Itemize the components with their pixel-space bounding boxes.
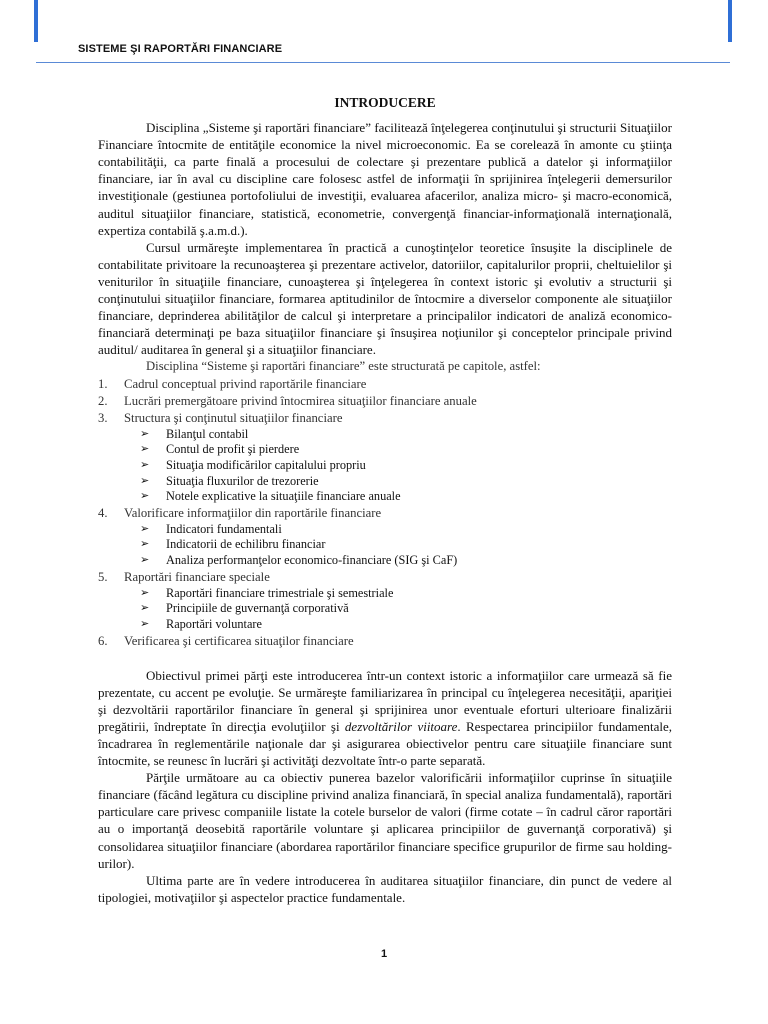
- italic-emphasis: dezvoltărilor viitoare: [344, 718, 458, 734]
- arrow-bullet-icon: ➢: [140, 427, 150, 440]
- list-item: ➢ Indicatori fundamentali: [140, 521, 282, 536]
- closing-paragraph-1: Părţile următoare au ca obiectiv punerea bazelor valorificării informaţiilor cuprinse în situaţiile financiare (făcând legătura cu discipline privind analiza financiară, în special analiza fundamentală), raportări particulare care privesc companiile listate la cotele burselor de valori (firme cotate – în cadrul căror raportări au o importanţă deosebită raportările voluntare şi aplicarea principiilor de guvernanţă corporativă) şi consolidarea situaţiilor financiare (abordarea raportărilor financiare specifice grupurilor de firme sau holding-urilor).: [98, 770, 672, 871]
- header-accent-bar-right: [728, 0, 732, 42]
- spacer: [98, 650, 672, 667]
- chapter-title: Verificarea şi certificarea situaţilor financiare: [124, 633, 354, 648]
- chapter-4-subitems: [98, 522, 672, 569]
- chapter-item: [98, 376, 672, 393]
- arrow-bullet-icon: ➢: [140, 522, 150, 535]
- intro-paragraph-2: Cursul urmăreşte implementarea în practică a cunoştinţelor teoretice însuşite la disciplinele de contabilitate privitoare la recunoaşterea şi prezentare activelor, datoriilor, capitalurilor proprii, cheltuielilor şi veniturilor în situaţiile financiare, cunoaşterea şi înţelegerea în context istoric şi evolutiv a structurii şi conţinutului situaţiilor financiare, formarea aptitudinilor de întocmire a diverselor componente ale situaţiilor financiare, deprinderea abilităţilor de calcul şi interpretare a principalilor indicatori de analiză economico-financiară determinaţi pe baza situaţiilor financiare şi însuşirea noţiunilor şi conceptelor principale privind auditul/ auditarea în general şi a situaţiilor financiare.: [98, 239, 672, 358]
- chapter-number: 5.: [98, 569, 108, 584]
- arrow-bullet-icon: ➢: [140, 474, 150, 487]
- chapter-item: [98, 393, 672, 410]
- arrow-bullet-icon: ➢: [140, 586, 150, 599]
- chapter-5-subitems: [98, 586, 672, 633]
- arrow-bullet-icon: ➢: [140, 458, 150, 471]
- chapter-title: Cadrul conceptual privind raportările financiare: [124, 376, 367, 391]
- chapter-item: [98, 569, 672, 586]
- list-item: ➢ Bilanţul contabil: [140, 426, 249, 441]
- chapter-list: [98, 376, 672, 650]
- chapter-number: 1.: [98, 376, 108, 391]
- chapter-item: [98, 410, 672, 427]
- chapter-number: 4.: [98, 505, 108, 520]
- chapter-title: Lucrări premergătoare privind întocmirea situaţiilor financiare anuale: [124, 393, 477, 408]
- section-title: INTRODUCERE: [334, 95, 436, 110]
- chapter-3-subitems: [98, 427, 672, 505]
- list-item: ➢ Analiza performanţelor economico-financiare (SIG şi CaF): [140, 553, 458, 568]
- list-item: ➢ Indicatorii de echilibru financiar: [140, 537, 326, 552]
- structure-intro: Disciplina “Sisteme şi raportări financiare” este structurată pe capitole, astfel:: [146, 359, 541, 374]
- header-divider: [36, 62, 730, 63]
- arrow-bullet-icon: ➢: [140, 617, 150, 630]
- objective-paragraph: Obiectivul primei părţi este introducerea într-un context istoric a informaţiilor care urmează să fie prezentate, cu accent pe evoluţie. Se urmăreşte familiarizarea în principal cu înţelegerea necesităţii, apariţiei şi dezvoltării raportărilor financiare în general şi sprijinirea unor eventuale eforturi ulterioare finalizării pregătirii, îndreptate în direcţia evoluţiilor şi dezvoltărilor viitoare. Respectarea principiilor fundamentale, încadrarea în reglementările naţionale dar şi asigurarea obiectivelor pentru care situaţiile financiare sunt întocmite, se reunesc în lucrări şi activităţi dezvoltate într-o parte separată.: [98, 667, 672, 769]
- intro-paragraph-1: Disciplina „Sisteme şi raportări financiare” facilitează înţelegerea conţinutului şi structurii Situaţiilor Financiare întocmite de entităţile economice la nivel microeconomic. Ea se corelează în amonte cu ştiinţa contabilităţii, ca parte finală a procesului de colectare şi prezentare publică a datelor şi informaţiilor financiare, iar în aval cu discipline care folosesc astfel de informaţii în sprijinirea înţelegerii demersurilor investiţionale (gestiunea portofoliului de investiţii, evaluarea afacerilor, analiza micro- şi macro-economică, auditul situaţiilor financiare, statistică, econometrie, convergenţă financiar-informaţională internaţională, expertiza contabilă ş.a.m.d.).: [98, 120, 672, 238]
- chapter-item: [98, 505, 672, 522]
- chapter-number: 6.: [98, 633, 108, 648]
- list-item: ➢ Situaţia modificărilor capitalului propriu: [140, 457, 366, 472]
- arrow-bullet-icon: ➢: [140, 443, 150, 456]
- list-item: ➢ Situaţia fluxurilor de trezorerie: [140, 473, 319, 488]
- arrow-bullet-icon: ➢: [140, 538, 150, 551]
- header-accent-bar-left: [34, 0, 38, 42]
- running-header: SISTEME ŞI RAPORTĂRI FINANCIARE: [78, 43, 283, 55]
- arrow-bullet-icon: ➢: [140, 602, 150, 615]
- list-item: ➢ Raportări voluntare: [140, 616, 262, 631]
- arrow-bullet-icon: ➢: [140, 490, 150, 503]
- chapter-title: Structura şi conţinutul situaţiilor financiare: [124, 410, 343, 425]
- list-item: ➢ Contul de profit şi pierdere: [140, 442, 300, 457]
- chapter-title: Raportări financiare speciale: [124, 569, 270, 584]
- arrow-bullet-icon: ➢: [140, 554, 150, 567]
- closing-paragraph-2: Ultima parte are în vedere introducerea în auditarea situaţiilor financiare, din punct de vedere al tipologiei, motivaţiilor şi aspectelor practice fundamentale.: [98, 872, 672, 905]
- chapter-title: Valorificare informaţiilor din raportările financiare: [124, 505, 382, 520]
- list-item: ➢ Principiile de guvernanţă corporativă: [140, 601, 349, 616]
- list-item: ➢ Raportări financiare trimestriale şi semestriale: [140, 585, 394, 600]
- chapter-number: 3.: [98, 410, 108, 425]
- page-number: 1: [380, 948, 388, 960]
- chapter-number: 2.: [98, 393, 108, 408]
- list-item: ➢ Notele explicative la situaţiile financiare anuale: [140, 489, 401, 504]
- chapter-item: [98, 633, 672, 650]
- page-body: [98, 94, 672, 906]
